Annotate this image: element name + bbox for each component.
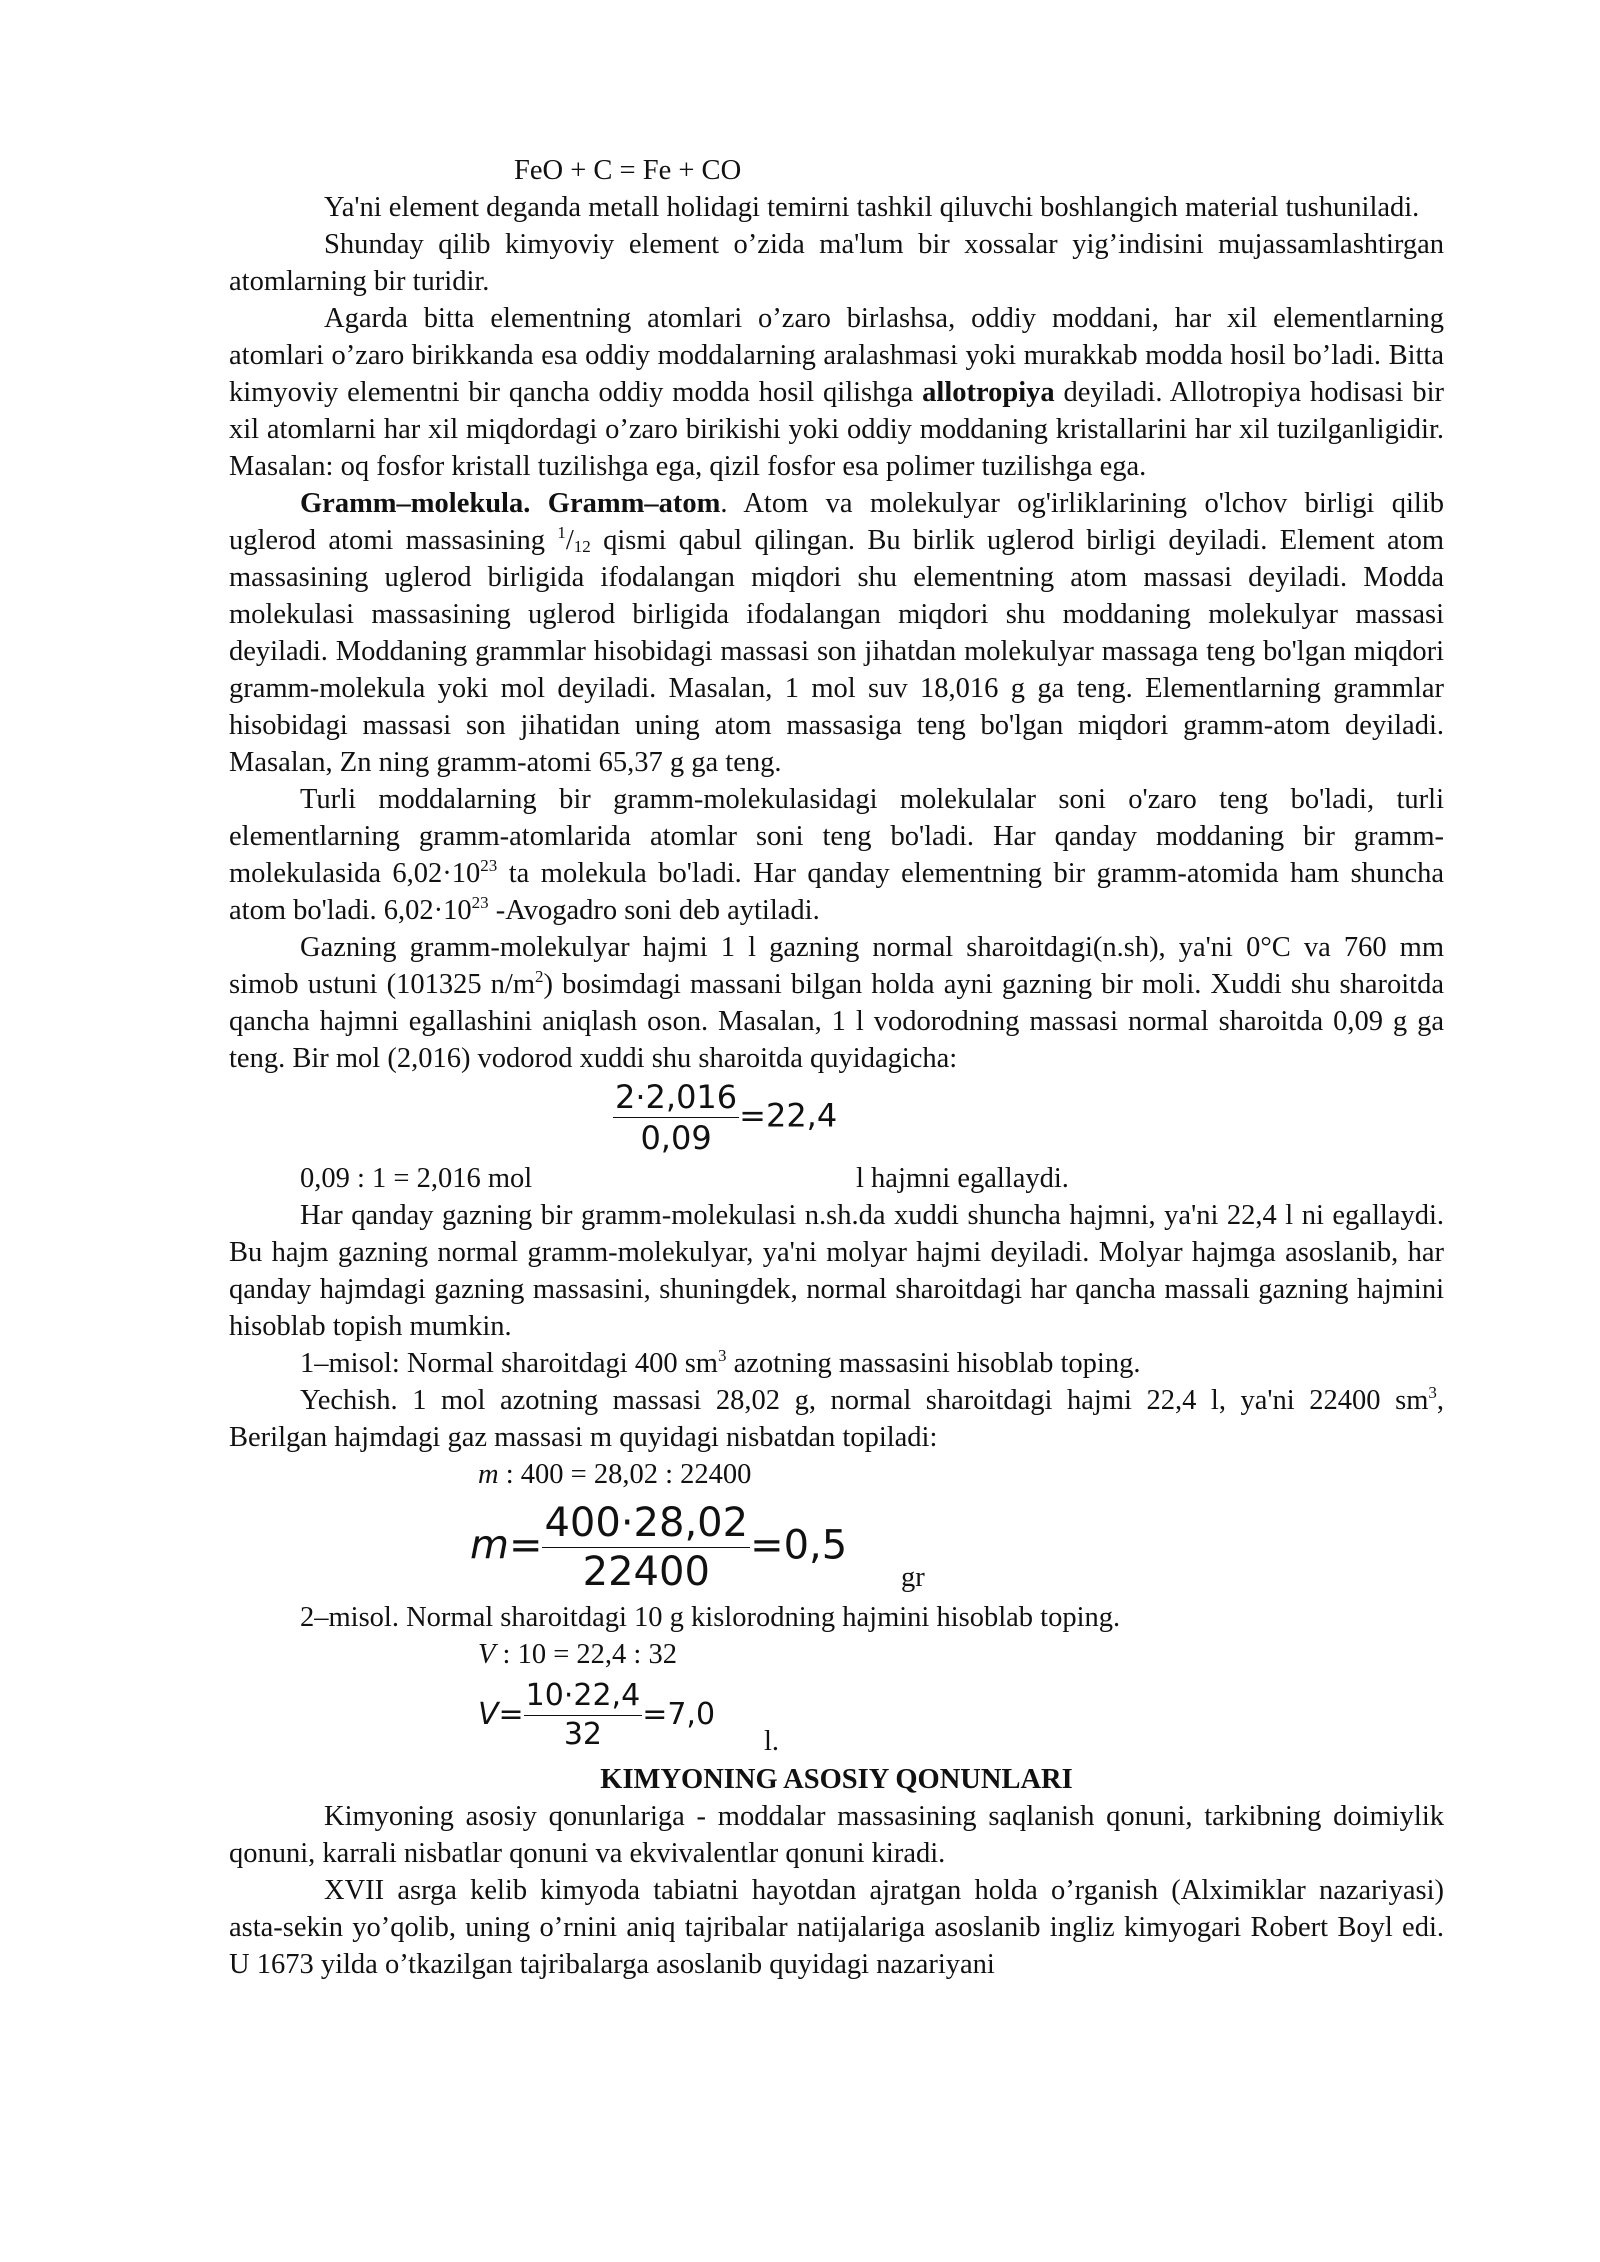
volume-fraction: $\frac{10\cdot 22,4}{32}$ xyxy=(525,1678,641,1752)
formula-result: =22,4 xyxy=(739,1096,838,1135)
example-1: 1–misol: Normal sharoitdagi 400 $sm^3$ azotning massasini hisoblab toping. xyxy=(300,1346,1141,1379)
paragraph-basic-laws: Kimyoning asosiy qonunlariga - moddalar massasining saqlanish qonuni, tarkibning doimiylik qonuni, karrali nisbatlar qonuni va ekvivalentlar qonuni kiradi. xyxy=(229,1801,1444,1869)
formula-label: 0,09 : 1 = 2,016 mol xyxy=(300,1163,533,1194)
solution-1: Yechish. 1 mol azotning massasi 28,02 g, normal sharoitdagi hajmi 22,4 l, ya'ni 22400 $sm^3$, Berilgan hajmdagi gaz massasi m quyidagi nisbatdan topiladi: xyxy=(229,1383,1444,1453)
formula-after-text: l hajmni egallaydi. xyxy=(856,1163,1069,1194)
paragraph-history: XVII asrga kelib kimyoda tabiatni hayotdan ajratgan holda o’rganish (Alximiklar nazariyasi) asta-sekin yo’qolib, uning o’rnini aniq tajribalar natijalariga asoslanib ingliz kimyogari Robert Boyl edi. U 1673 yilda o’tkazilgan tajribalarga asoslanib quyidagi nazariyani xyxy=(229,1875,1444,1980)
equation-feo: FeO + C = Fe + CO xyxy=(514,155,742,186)
term-allotropiya: allotropiya xyxy=(922,377,1055,408)
formula-mass: m= $\frac{400\cdot 28,02}{22400}$ =0,5 gr xyxy=(470,1500,925,1595)
document-body xyxy=(229,152,1444,1983)
paragraph-gram-molecule: Gramm–molekula. Gramm–atom. Atom va molekulyar og'irliklarining o'lchov birligi qilib uglerod atomi massasining $^1/_{12}$ qismi qabul qilingan. Bu birlik uglerod birligi deyiladi. Element atom massasining uglerod birligida ifodalangan miqdori shu elementning atom massasi deyiladi. Modda molekulasi massasining uglerod birligida ifodalangan miqdori shu moddaning molekulyar massasi deyiladi. Moddaning grammlar hisobidagi massasi son jihatdan molekulyar massaga teng bo'lgan miqdori gramm-molekula yoki mol deyiladi. Masalan, 1 mol suv 18,016 g ga teng. Elementlarning grammlar hisobidagi massasi son jihatidan uning atom massasiga teng bo'lgan miqdori gramm-atom deyiladi. Masalan, Zn ning gramm-atomi 65,37 g ga teng. xyxy=(229,488,1444,778)
paragraph-allotropy: Agarda bitta elementning atomlari o’zaro birlashsa, oddiy moddani, har xil elementlarning atomlari o’zaro birikkanda esa oddiy moddalarning aralashmasi yoki murakkab modda hosil bo’ladi. Bitta kimyoviy elementni bir qancha oddiy modda hosil qilishga allotropiya deyiladi. Allotropiya hodisasi bir xil atomlarni har xil miqdordagi o’zaro birikishi yoki oddiy moddaning kristallarini har xil tuzilganligidir. Masalan: oq fosfor kristall tuzilishga ega, qizil fosfor esa polimer tuzilishga ega. xyxy=(229,303,1444,482)
term-gramm-molekula: Gramm–molekula. Gramm–atom xyxy=(300,488,721,519)
volume-unit: l. xyxy=(764,1726,780,1757)
section-heading: KIMYONING ASOSIY QONUNLARI xyxy=(600,1764,1073,1795)
formula-volume: V= $\frac{10\cdot 22,4}{32}$ =7,0 l. xyxy=(229,1673,1444,1761)
paragraph-element-definition: Ya'ni element deganda metall holidagi temirni tashkil qiluvchi boshlangich material tushuniladi. xyxy=(324,192,1420,223)
mass-unit: gr xyxy=(901,1562,925,1593)
formula-hydrogen-volume xyxy=(229,1077,1444,1197)
paragraph-chemical-element: Shunday qilib kimyoviy element o’zida ma'lum bir xossalar yig’indisini mujassamlashtirgan atomlarning bir turidir. xyxy=(229,229,1444,297)
proportion-2: V : 10 = 22,4 : 32 xyxy=(478,1639,677,1670)
paragraph-avogadro: Turli moddalarning bir gramm-molekulasidagi molekulalar soni o'zaro teng bo'ladi, turli elementlarning gramm-atomlarida atomlar soni teng bo'ladi. Har qanday moddaning bir gramm-molekulasida $6,02\cdot 10^{23}$ ta molekula bo'ladi. Har qanday elementning bir gramm-atomida ham shuncha atom bo'ladi. $6,02\cdot 10^{23}$ -Avogadro soni deb aytiladi. xyxy=(229,784,1444,926)
paragraph-molar-volume-definition: Har qanday gazning bir gramm-molekulasi n.sh.da xuddi shuncha hajmni, ya'ni 22,4 l ni egallaydi. Bu hajm gazning normal gramm-molekulyar, ya'ni molyar hajmi deyiladi. Molyar hajmga asoslanib, har qanday hajmdagi gazning massasini, shuningdek, normal sharoitdagi har qancha massali gazning hajmini hisoblab topish mumkin. xyxy=(229,1200,1444,1342)
paragraph-molar-volume: Gazning gramm-molekulyar hajmi 1 l gazning normal sharoitdagi(n.sh), ya'ni 0°C va 760 mm simob ustuni (101325 $n/m^2$) bosimdagi massani bilgan holda ayni gazning bir moli. Xuddi shu sharoitda qancha hajmni egallashini aniqlash oson. Masalan, 1 l vodorodning massasi normal sharoitda 0,09 g ga teng. Bir mol (2,016) vodorod xuddi shu sharoitda quyidagicha: xyxy=(229,932,1444,1074)
formula-fraction: $\frac{2\cdot 2,016}{0,09}$ xyxy=(615,1078,738,1157)
mass-fraction: $\frac{400\cdot 28,02}{22400}$ xyxy=(544,1500,749,1595)
example-2: 2–misol. Normal sharoitdagi 10 g kislorodning hajmini hisoblab toping. xyxy=(300,1602,1121,1633)
proportion-1: m : 400 = 28,02 : 22400 xyxy=(478,1459,752,1490)
